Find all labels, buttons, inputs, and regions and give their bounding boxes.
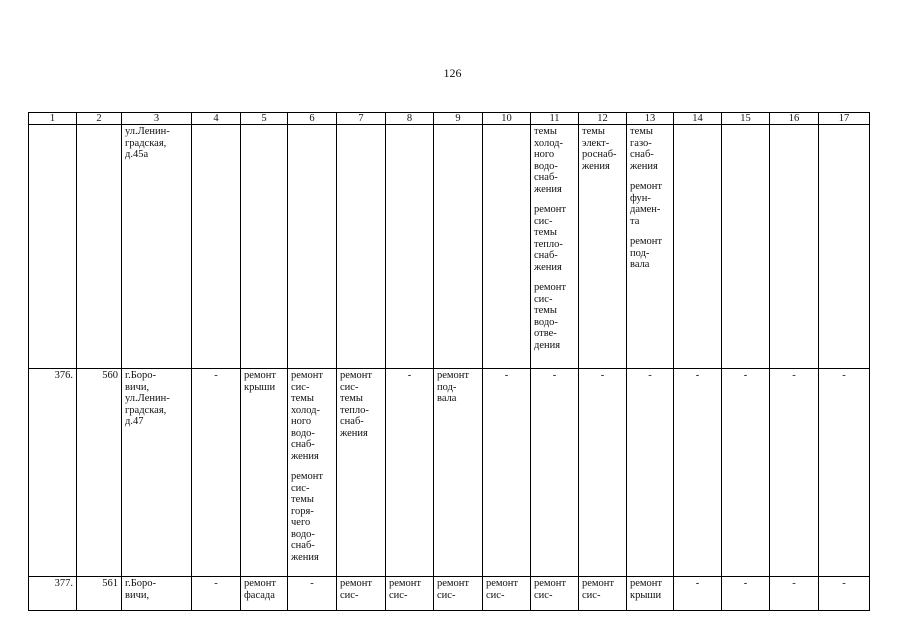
address-cell: г.Боро- вичи, [122, 577, 192, 611]
header-cell: 15 [722, 113, 770, 125]
work-cell: ремонт сис- [483, 577, 531, 611]
work-cell: ремонт крыши [627, 577, 674, 611]
work-item: ремонт сис- темы горя- чего водо- снаб- жения [291, 471, 324, 563]
table-cell: - [627, 369, 674, 577]
table-cell [386, 125, 434, 369]
work-cell [531, 125, 579, 369]
header-cell: 5 [241, 113, 288, 125]
work-item: ремонт под- вала [630, 236, 663, 270]
table-cell: - [770, 369, 819, 577]
row-number: 377. [29, 577, 77, 611]
house-id: 561 [77, 577, 122, 611]
table-cell: - [674, 577, 722, 611]
work-cell: ремонт сис- [531, 577, 579, 611]
header-cell: 16 [770, 113, 819, 125]
table-cell [29, 125, 77, 369]
header-cell: 10 [483, 113, 531, 125]
work-cell: темы элект- роснаб- жения [579, 125, 627, 369]
work-cell: ремонт сис- [434, 577, 483, 611]
table-cell: - [288, 577, 337, 611]
work-item: ремонт сис- темы водо- отве- дения [534, 282, 567, 351]
table-cell: - [770, 577, 819, 611]
header-cell: 11 [531, 113, 579, 125]
table-cell [434, 125, 483, 369]
header-cell: 17 [819, 113, 870, 125]
work-cell: ремонт фасада [241, 577, 288, 611]
work-cell: ремонт сис- темы тепло- снаб- жения [337, 369, 386, 577]
table-cell: - [531, 369, 579, 577]
header-cell: 12 [579, 113, 627, 125]
table-cell: - [674, 369, 722, 577]
header-cell: 7 [337, 113, 386, 125]
table-cell: - [483, 369, 531, 577]
table-cell [722, 125, 770, 369]
table-cell: - [722, 577, 770, 611]
work-cell: ремонт сис- [579, 577, 627, 611]
table-cell [288, 125, 337, 369]
address-cell: г.Боро- вичи, ул.Ленин- градская, д.47 [122, 369, 192, 577]
table-cell [483, 125, 531, 369]
house-id: 560 [77, 369, 122, 577]
table-cell [337, 125, 386, 369]
work-item: ремонт фун- дамен- та [630, 181, 663, 227]
work-item: ремонт сис- темы тепло- снаб- жения [534, 204, 567, 273]
header-cell: 9 [434, 113, 483, 125]
work-cell [627, 125, 674, 369]
table-cell: - [722, 369, 770, 577]
table-row-377 [29, 577, 870, 611]
work-cell: ремонт крыши [241, 369, 288, 577]
row-number: 376. [29, 369, 77, 577]
header-row [29, 113, 870, 125]
table-cell: - [819, 577, 870, 611]
table-cell [77, 125, 122, 369]
page-number: 126 [443, 66, 462, 80]
work-item: ремонт сис- темы холод- ного водо- снаб- жения [291, 370, 324, 462]
table-cell: - [819, 369, 870, 577]
work-cell: ремонт под- вала [434, 369, 483, 577]
header-cell: 6 [288, 113, 337, 125]
table-cell: - [192, 369, 241, 577]
repair-schedule-table [28, 112, 870, 611]
table-cell [241, 125, 288, 369]
table-cell: - [192, 577, 241, 611]
work-cell: ремонт сис- [337, 577, 386, 611]
table-cell [192, 125, 241, 369]
table-cell [819, 125, 870, 369]
table-cell: - [386, 369, 434, 577]
work-cell [288, 369, 337, 577]
work-item: темы холод- ного водо- снаб- жения [534, 126, 563, 195]
header-cell: 4 [192, 113, 241, 125]
work-cell: ремонт сис- [386, 577, 434, 611]
header-cell: 1 [29, 113, 77, 125]
table-cell [770, 125, 819, 369]
work-item: темы газо- снаб- жения [630, 126, 658, 172]
header-cell: 3 [122, 113, 192, 125]
header-cell: 2 [77, 113, 122, 125]
header-cell: 8 [386, 113, 434, 125]
header-cell: 13 [627, 113, 674, 125]
table-row-continued [29, 125, 870, 369]
table-cell [674, 125, 722, 369]
table-cell: - [579, 369, 627, 577]
table-row-376 [29, 369, 870, 577]
address-cell: ул.Ленин- градская, д.45а [122, 125, 192, 369]
header-cell: 14 [674, 113, 722, 125]
